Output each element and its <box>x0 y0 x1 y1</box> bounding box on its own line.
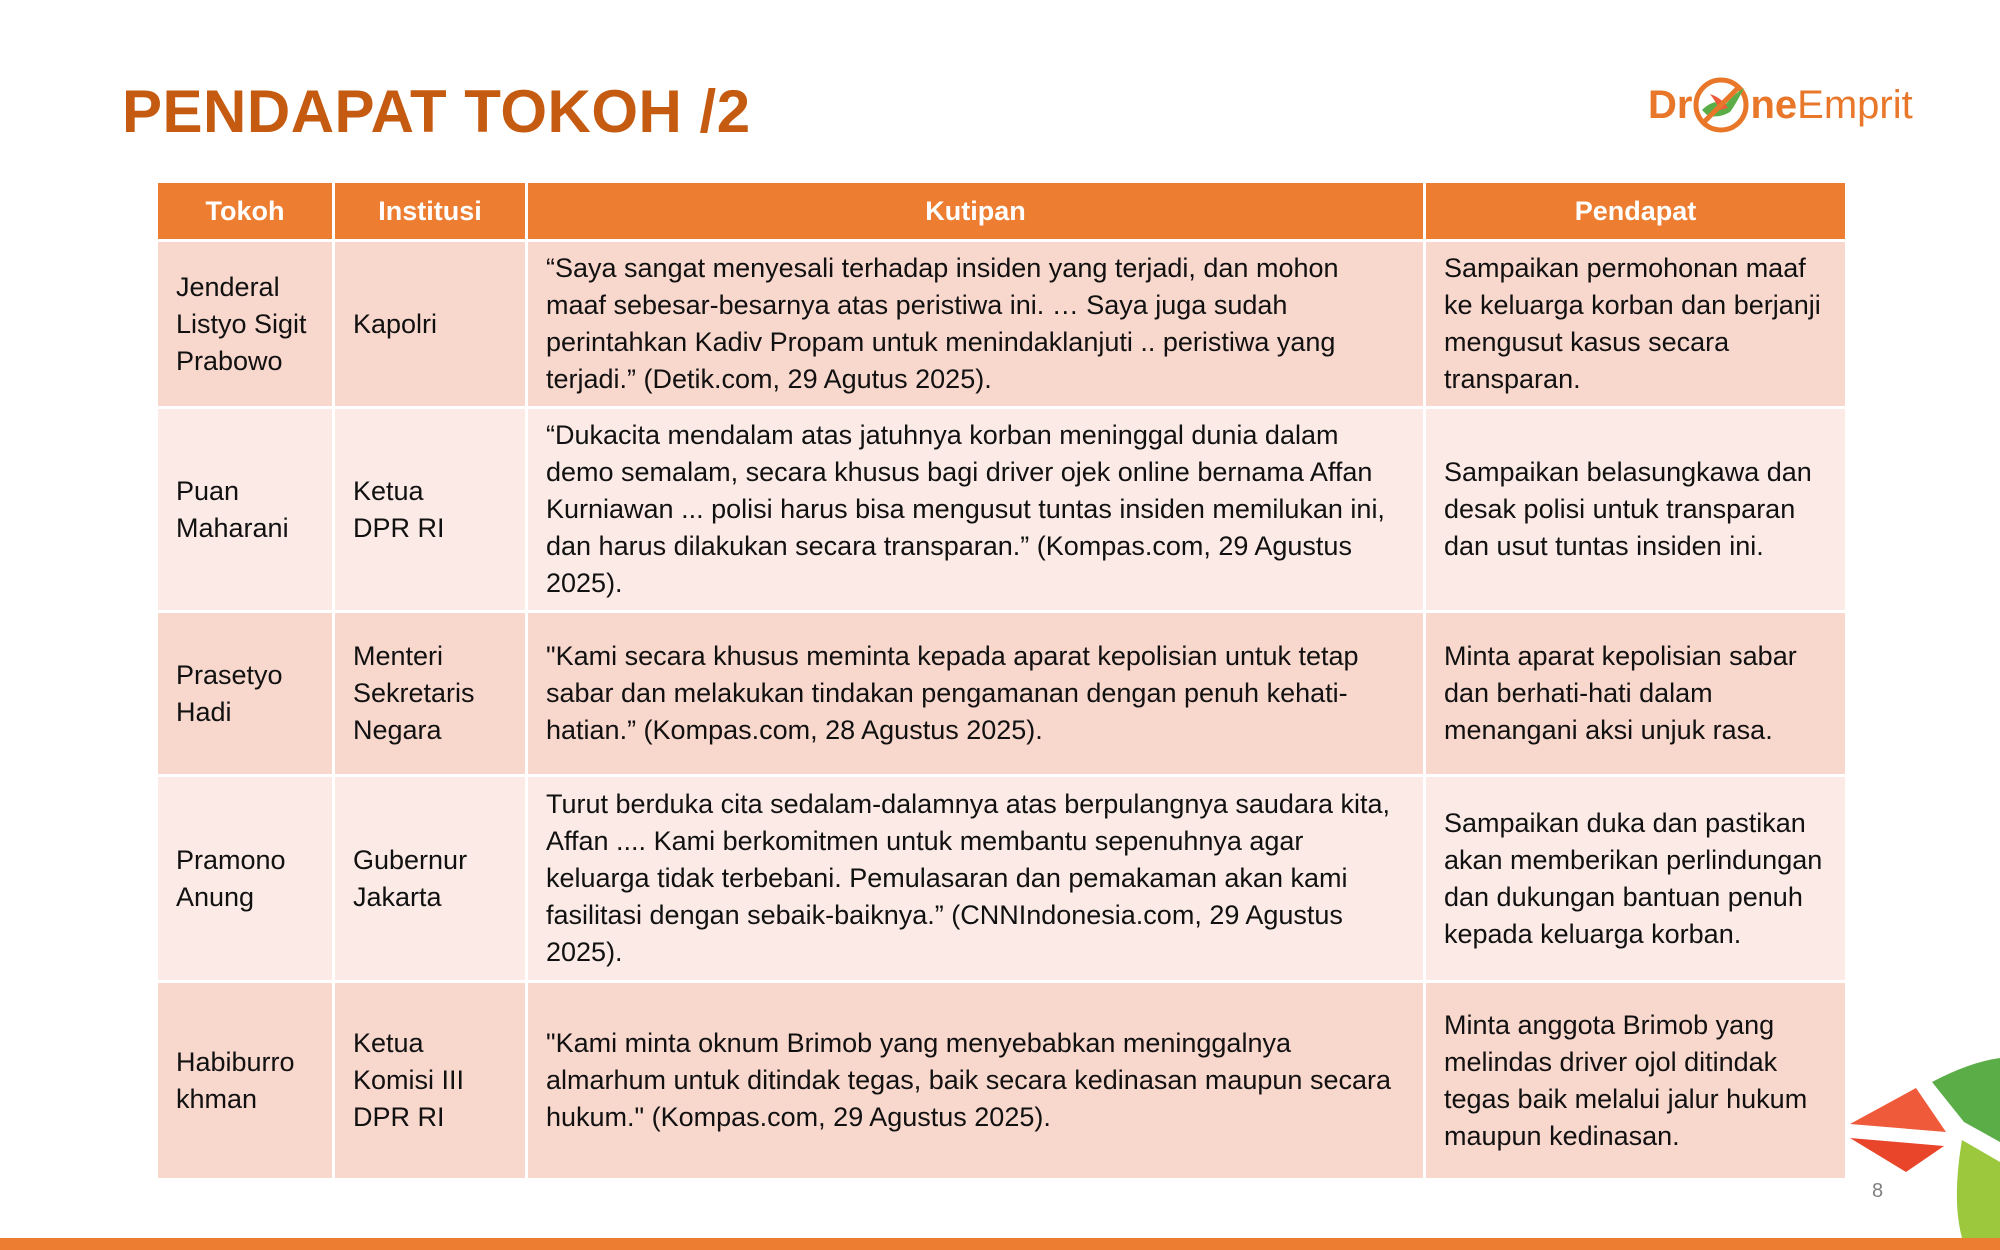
cell-pendapat: Sampaikan permohonan maaf ke keluarga korban dan berjanji mengusut kasus secara transparan. <box>1425 241 1847 408</box>
institusi-line: DPR RI <box>353 512 445 543</box>
table-row <box>157 982 1847 1180</box>
header-institusi: Institusi <box>334 182 527 241</box>
tokoh-line: Puan <box>176 475 240 506</box>
tokoh-line: Prabowo <box>176 345 283 376</box>
cell-pendapat: Sampaikan belasungkawa dan desak polisi untuk transparan dan usut tuntas insiden ini. <box>1425 408 1847 612</box>
cell-kutipan: "Kami secara khusus meminta kepada aparat kepolisian untuk tetap sabar dan melakukan tindakan pengamanan dengan penuh kehati-hatian.” (Kompas.com, 28 Agustus 2025). <box>527 612 1425 776</box>
red-leaf-shape-upper <box>1850 1088 1946 1132</box>
logo-text-part3: Emprit <box>1797 83 1913 127</box>
tokoh-line: Jenderal <box>176 271 280 302</box>
institusi-line: Jakarta <box>353 881 442 912</box>
cell-kutipan: Turut berduka cita sedalam-dalamnya atas berpulangnya saudara kita, Affan .... Kami berkomitmen untuk membantu sepenuhnya agar keluarga tidak terbebani. Pemulasaran dan pemakaman akan kami fasilitasi dengan sebaik-baiknya.” (CNNIndonesia.com, 29 Agustus 2025). <box>527 776 1425 982</box>
tokoh-line: Maharani <box>176 512 289 543</box>
cell-pendapat: Minta aparat kepolisian sabar dan berhati-hati dalam menangani aksi unjuk rasa. <box>1425 612 1847 776</box>
cell-kutipan: "Kami minta oknum Brimob yang menyebabkan meninggalnya almarhum untuk ditindak tegas, baik secara kedinasan maupun secara hukum." (Kompas.com, 29 Agustus 2025). <box>527 982 1425 1180</box>
institusi-line: Sekretaris <box>353 678 475 708</box>
table-row <box>157 241 1847 408</box>
tokoh-line: Hadi <box>176 696 232 727</box>
page-number: 8 <box>1872 1180 1884 1202</box>
institusi-line: Ketua <box>353 1028 424 1058</box>
cell-tokoh <box>157 612 334 776</box>
opinions-table <box>155 180 1848 1181</box>
cell-tokoh <box>157 982 334 1180</box>
logo-text-part1: Dr <box>1648 83 1693 127</box>
table-row <box>157 612 1847 776</box>
institusi-line: Kapolri <box>353 308 438 339</box>
cell-pendapat: Sampaikan duka dan pastikan akan memberikan perlindungan dan dukungan bantuan penuh kepada keluarga korban. <box>1425 776 1847 982</box>
cell-tokoh <box>157 776 334 982</box>
institusi-line: Menteri <box>353 641 444 671</box>
table-row <box>157 776 1847 982</box>
institusi-line: DPR RI <box>353 1102 445 1132</box>
cell-institusi <box>334 776 527 982</box>
cell-pendapat: Minta anggota Brimob yang melindas driver ojol ditindak tegas baik melalui jalur hukum maupun kedinasan. <box>1425 982 1847 1180</box>
lime-leaf-shape <box>1957 1140 2000 1250</box>
bottom-accent-bar <box>0 1238 2000 1250</box>
corner-decoration <box>1840 1050 2000 1250</box>
cell-institusi <box>334 408 527 612</box>
cell-institusi <box>334 612 527 776</box>
header-tokoh: Tokoh <box>157 182 334 241</box>
cell-institusi <box>334 982 527 1180</box>
slide-title: PENDAPAT TOKOH /2 <box>122 78 751 145</box>
tokoh-line: Anung <box>176 881 255 912</box>
tokoh-line: khman <box>176 1083 258 1114</box>
tokoh-line: Habiburro <box>176 1046 295 1077</box>
institusi-line: Negara <box>353 715 442 745</box>
logo-text-part2: ne <box>1750 83 1798 127</box>
institusi-line: Komisi III <box>353 1065 465 1095</box>
cell-tokoh <box>157 241 334 408</box>
tokoh-line: Pramono <box>176 844 286 875</box>
institusi-line: Ketua <box>353 475 424 506</box>
logo-bird-icon <box>1690 74 1752 136</box>
drone-emprit-logo <box>1648 70 1913 140</box>
tokoh-line: Listyo Sigit <box>176 308 307 339</box>
red-leaf-shape-lower <box>1850 1138 1944 1172</box>
cell-tokoh <box>157 408 334 612</box>
header-pendapat: Pendapat <box>1425 182 1847 241</box>
tokoh-line: Prasetyo <box>176 659 283 690</box>
table-row <box>157 408 1847 612</box>
header-kutipan: Kutipan <box>527 182 1425 241</box>
institusi-line: Gubernur <box>353 844 468 875</box>
cell-kutipan: “Saya sangat menyesali terhadap insiden yang terjadi, dan mohon maaf sebesar-besarnya atas peristiwa ini. … Saya juga sudah perintahkan Kadiv Propam untuk menindaklanjuti .. peristiwa yang terjadi.” (Detik.com, 29 Agutus 2025). <box>527 241 1425 408</box>
table-header-row <box>157 182 1847 241</box>
cell-kutipan: “Dukacita mendalam atas jatuhnya korban meninggal dunia dalam demo semalam, secara khusus bagi driver ojek online bernama Affan Kurniawan ... polisi harus bisa mengusut tuntas insiden memilukan ini, dan harus dilakukan secara transparan.” (Kompas.com, 29 Agustus 2025). <box>527 408 1425 612</box>
cell-institusi <box>334 241 527 408</box>
